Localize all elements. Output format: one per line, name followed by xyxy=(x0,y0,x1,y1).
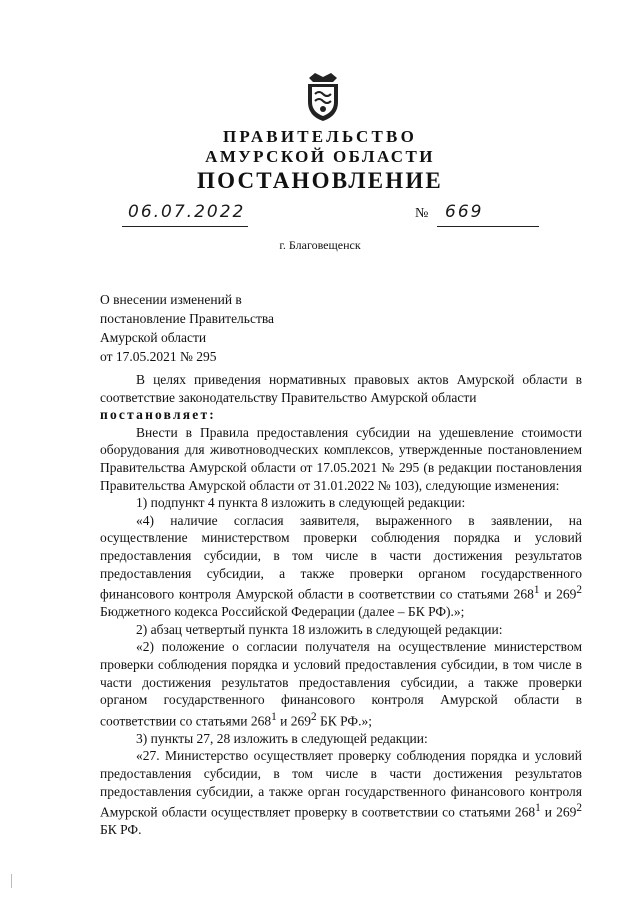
number-handwritten: 669 xyxy=(445,202,484,222)
number-sign: № xyxy=(415,206,429,221)
paragraph: «27. Министерство осуществляет проверку соблюдения порядка и условий предоставления субсидии, в том числе в части достижения результатов предоставления субсидии, а также орган государственного финансового контроля Амурской области осуществляет проверку в соответствии со статьями $268^1$ и $269^2$ БК РФ. xyxy=(100,748,582,838)
paragraph: 1) подпункт 4 пункта 8 изложить в следующей редакции: xyxy=(136,495,466,511)
government-title: ПРАВИТЕЛЬСТВО xyxy=(223,127,417,146)
date-handwritten: 06.07.2022 xyxy=(128,202,246,222)
paragraph: «2) положение о согласии получателя на осуществление министерством проверки соблюдения порядка и условий предоставления субсидии, в том числе в части достижения результатов предоставления субсидии, а также проверки органом государственного финансового контроля Амурской области в соответствии со статьями $268^1$ и $269^2$ БК РФ.»; xyxy=(100,639,582,729)
preamble-paragraph: В целях приведения нормативных правовых актов Амурской области в соответствие законодательству Правительство Амурской области xyxy=(100,372,582,405)
document-body xyxy=(100,371,582,839)
decree-word: постановляет: xyxy=(100,407,216,423)
region-title: АМУРСКОЙ ОБЛАСТИ xyxy=(205,147,435,166)
scan-margin-mark xyxy=(11,874,17,888)
subject-line: Амурской области xyxy=(100,330,207,345)
document-type: ПОСТАНОВЛЕНИЕ xyxy=(197,168,443,193)
coat-of-arms-icon xyxy=(303,72,343,122)
paragraph: Внести в Правила предоставления субсидии на удешевление стоимости оборудования для животноводческих комплексов, утвержденные постановлением Правительства Амурской области от 17.05.2021 № 295 (в редакции постановления Правительства Амурской области от 31.01.2022 № 103), следующие изменения: xyxy=(100,424,582,493)
paragraph: 3) пункты 27, 28 изложить в следующей редакции: xyxy=(136,730,428,746)
paragraph: «4) наличие согласия заявителя, выраженного в заявлении, на осуществление министерством проверки соблюдения порядка и условий предоставления субсидии, в том числе в части достижения результатов предоставления субсидии, а также проверки органом государственного финансового контроля Амурской области в соответствии со статьями $268^1$ и $269^2$ Бюджетного кодекса Российской Федерации (далее – БК РФ).»; xyxy=(100,512,582,620)
city-line: г. Благовещенск xyxy=(279,238,361,252)
paragraph: 2) абзац четвертый пункта 18 изложить в следующей редакции: xyxy=(136,621,503,637)
date-field xyxy=(122,202,248,227)
subject-line: О внесении изменений в xyxy=(100,292,242,307)
number-field xyxy=(437,202,539,227)
subject-line: постановление Правительства xyxy=(100,311,275,326)
subject-block xyxy=(100,290,340,366)
subject-line: от 17.05.2021 № 295 xyxy=(100,349,217,364)
